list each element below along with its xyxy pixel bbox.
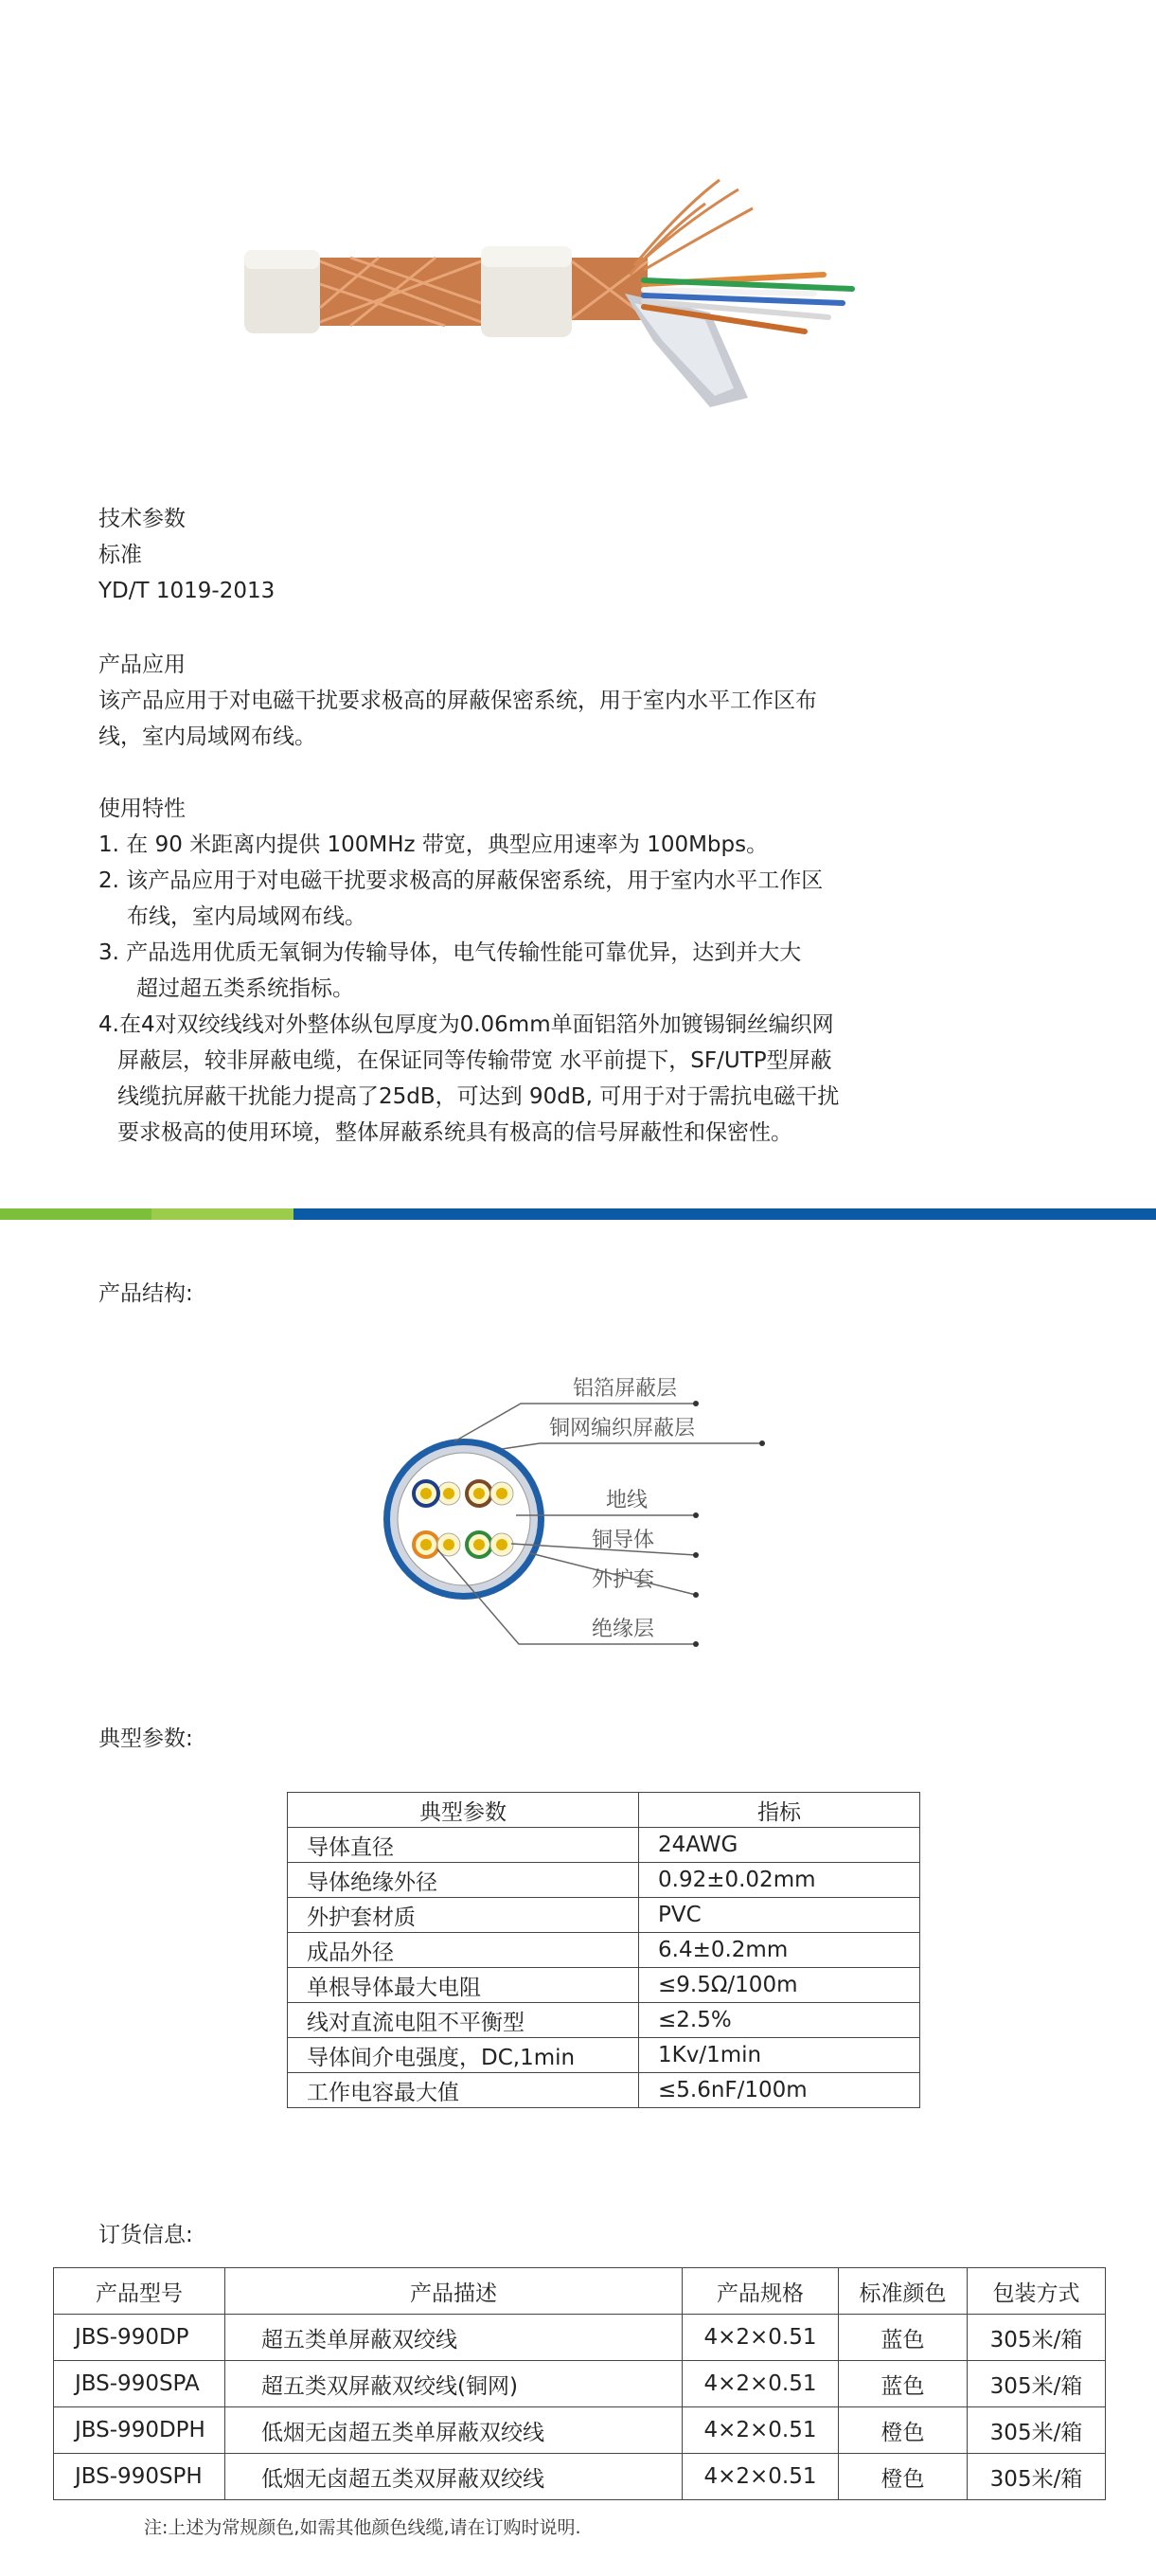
table-header-row: [288, 1793, 920, 1828]
table-row: [288, 1968, 920, 2003]
column-header: 指标: [639, 1793, 920, 1828]
table-row: [288, 2038, 920, 2073]
model-cell: JBS-990SPH: [54, 2454, 225, 2500]
application-line: 该产品应用于对电磁干扰要求极高的屏蔽保密系统，用于室内水平工作区布: [98, 689, 817, 713]
param-value: 24AWG: [639, 1828, 920, 1863]
param-name: 单根导体最大电阻: [288, 1968, 639, 2003]
cable-product-image: [237, 152, 899, 436]
color-cell: 橙色: [839, 2454, 968, 2500]
description-cell: 低烟无卤超五类单屏蔽双绞线: [225, 2407, 683, 2454]
packaging-cell: 305米/箱: [968, 2315, 1106, 2361]
features-heading: 使用特性: [98, 796, 186, 821]
pair-bottom-right: [467, 1532, 513, 1557]
order-table: [53, 2267, 1106, 2500]
packaging-cell: 305米/箱: [968, 2454, 1106, 2500]
spec-heading: 技术参数: [98, 507, 186, 531]
param-value: 1Kv/1min: [639, 2038, 920, 2073]
param-value: 6.4±0.2mm: [639, 1933, 920, 1968]
spec-cell: 4×2×0.51: [683, 2407, 839, 2454]
feature-line: 布线，室内局域网布线。: [127, 904, 366, 929]
standard-label: 标准: [98, 543, 142, 567]
column-header: 典型参数: [288, 1793, 639, 1828]
column-header: 产品规格: [683, 2268, 839, 2315]
feature-line: 线缆抗屏蔽干扰能力提高了25dB，可达到 90dB, 可用于对于需抗电磁干扰: [117, 1084, 840, 1109]
table-header-row: [54, 2268, 1106, 2315]
color-cell: 橙色: [839, 2407, 968, 2454]
params-table: [287, 1792, 920, 2108]
section-divider: [0, 1208, 1156, 1220]
feature-line: 1. 在 90 米距离内提供 100MHz 带宽，典型应用速率为 100Mbps。: [98, 832, 769, 857]
label-outer-jacket: 外护套: [592, 1568, 655, 1592]
divider-blue-segment: [293, 1208, 1156, 1220]
color-cell: 蓝色: [839, 2361, 968, 2407]
param-name: 导体绝缘外径: [288, 1863, 639, 1898]
pair-top-left: [414, 1481, 460, 1506]
order-note: 注:上述为常规颜色,如需其他颜色线缆,请在订购时说明.: [144, 2517, 581, 2538]
spec-cell: 4×2×0.51: [683, 2454, 839, 2500]
table-row: [54, 2454, 1106, 2500]
model-cell: JBS-990DP: [54, 2315, 225, 2361]
model-cell: JBS-990SPA: [54, 2361, 225, 2407]
label-aluminum-foil: 铝箔屏蔽层: [573, 1377, 678, 1401]
feature-line: 4.在4对双绞线线对外整体纵包厚度为0.06mm单面铝箔外加镀锡铜丝编织网: [98, 1012, 834, 1037]
description-cell: 低烟无卤超五类双屏蔽双绞线: [225, 2454, 683, 2500]
param-name: 导体间介电强度，DC,1min: [288, 2038, 639, 2073]
spec-cell: 4×2×0.51: [683, 2315, 839, 2361]
table-row: [288, 1863, 920, 1898]
structure-heading: 产品结构:: [98, 1281, 193, 1306]
color-cell: 蓝色: [839, 2315, 968, 2361]
table-row: [54, 2361, 1106, 2407]
param-name: 工作电容最大值: [288, 2073, 639, 2108]
label-ground-wire: 地线: [606, 1489, 649, 1512]
params-heading: 典型参数:: [98, 1726, 193, 1751]
application-line: 线，室内局域网布线。: [98, 724, 316, 749]
pair-bottom-left: [414, 1532, 460, 1557]
feature-line: 2. 该产品应用于对电磁干扰要求极高的屏蔽保密系统，用于室内水平工作区: [98, 868, 824, 893]
table-row: [288, 2003, 920, 2038]
standard-value: YD/T 1019-2013: [98, 579, 276, 603]
pair-top-right: [467, 1481, 513, 1506]
table-row: [54, 2407, 1106, 2454]
table-row: [288, 1898, 920, 1933]
feature-line: 3. 产品选用优质无氧铜为传输导体，电气传输性能可靠优异，达到并大大: [98, 940, 802, 965]
model-cell: JBS-990DPH: [54, 2407, 225, 2454]
table-row: [288, 2073, 920, 2108]
table-row: [288, 1828, 920, 1863]
order-heading: 订货信息:: [98, 2223, 193, 2247]
column-header: 产品描述: [225, 2268, 683, 2315]
feature-line: 超过超五类系统指标。: [136, 976, 354, 1001]
param-name: 线对直流电阻不平衡型: [288, 2003, 639, 2038]
feature-line: 屏蔽层，较非屏蔽电缆，在保证同等传输带宽 水平前提下，SF/UTP型屏蔽: [117, 1048, 832, 1073]
packaging-cell: 305米/箱: [968, 2407, 1106, 2454]
param-value: 0.92±0.02mm: [639, 1863, 920, 1898]
param-name: 外护套材质: [288, 1898, 639, 1933]
param-name: 导体直径: [288, 1828, 639, 1863]
table-row: [54, 2315, 1106, 2361]
feature-line: 要求极高的使用环境，整体屏蔽系统具有极高的信号屏蔽性和保密性。: [117, 1120, 792, 1145]
param-value: ≤2.5%: [639, 2003, 920, 2038]
divider-green-segment: [0, 1208, 151, 1220]
packaging-cell: 305米/箱: [968, 2361, 1106, 2407]
label-insulation: 绝缘层: [592, 1618, 655, 1641]
application-heading: 产品应用: [98, 653, 186, 677]
param-name: 成品外径: [288, 1933, 639, 1968]
param-value: ≤5.6nF/100m: [639, 2073, 920, 2108]
description-cell: 超五类单屏蔽双绞线: [225, 2315, 683, 2361]
label-copper-conductor: 铜导体: [592, 1529, 655, 1552]
cable-structure-diagram: [369, 1354, 786, 1657]
column-header: 产品型号: [54, 2268, 225, 2315]
divider-light-green-segment: [151, 1208, 293, 1220]
description-cell: 超五类双屏蔽双绞线(铜网): [225, 2361, 683, 2407]
spec-cell: 4×2×0.51: [683, 2361, 839, 2407]
column-header: 标准颜色: [839, 2268, 968, 2315]
column-header: 包装方式: [968, 2268, 1106, 2315]
param-value: PVC: [639, 1898, 920, 1933]
table-row: [288, 1933, 920, 1968]
label-copper-braid: 铜网编织屏蔽层: [549, 1417, 696, 1440]
param-value: ≤9.5Ω/100m: [639, 1968, 920, 2003]
